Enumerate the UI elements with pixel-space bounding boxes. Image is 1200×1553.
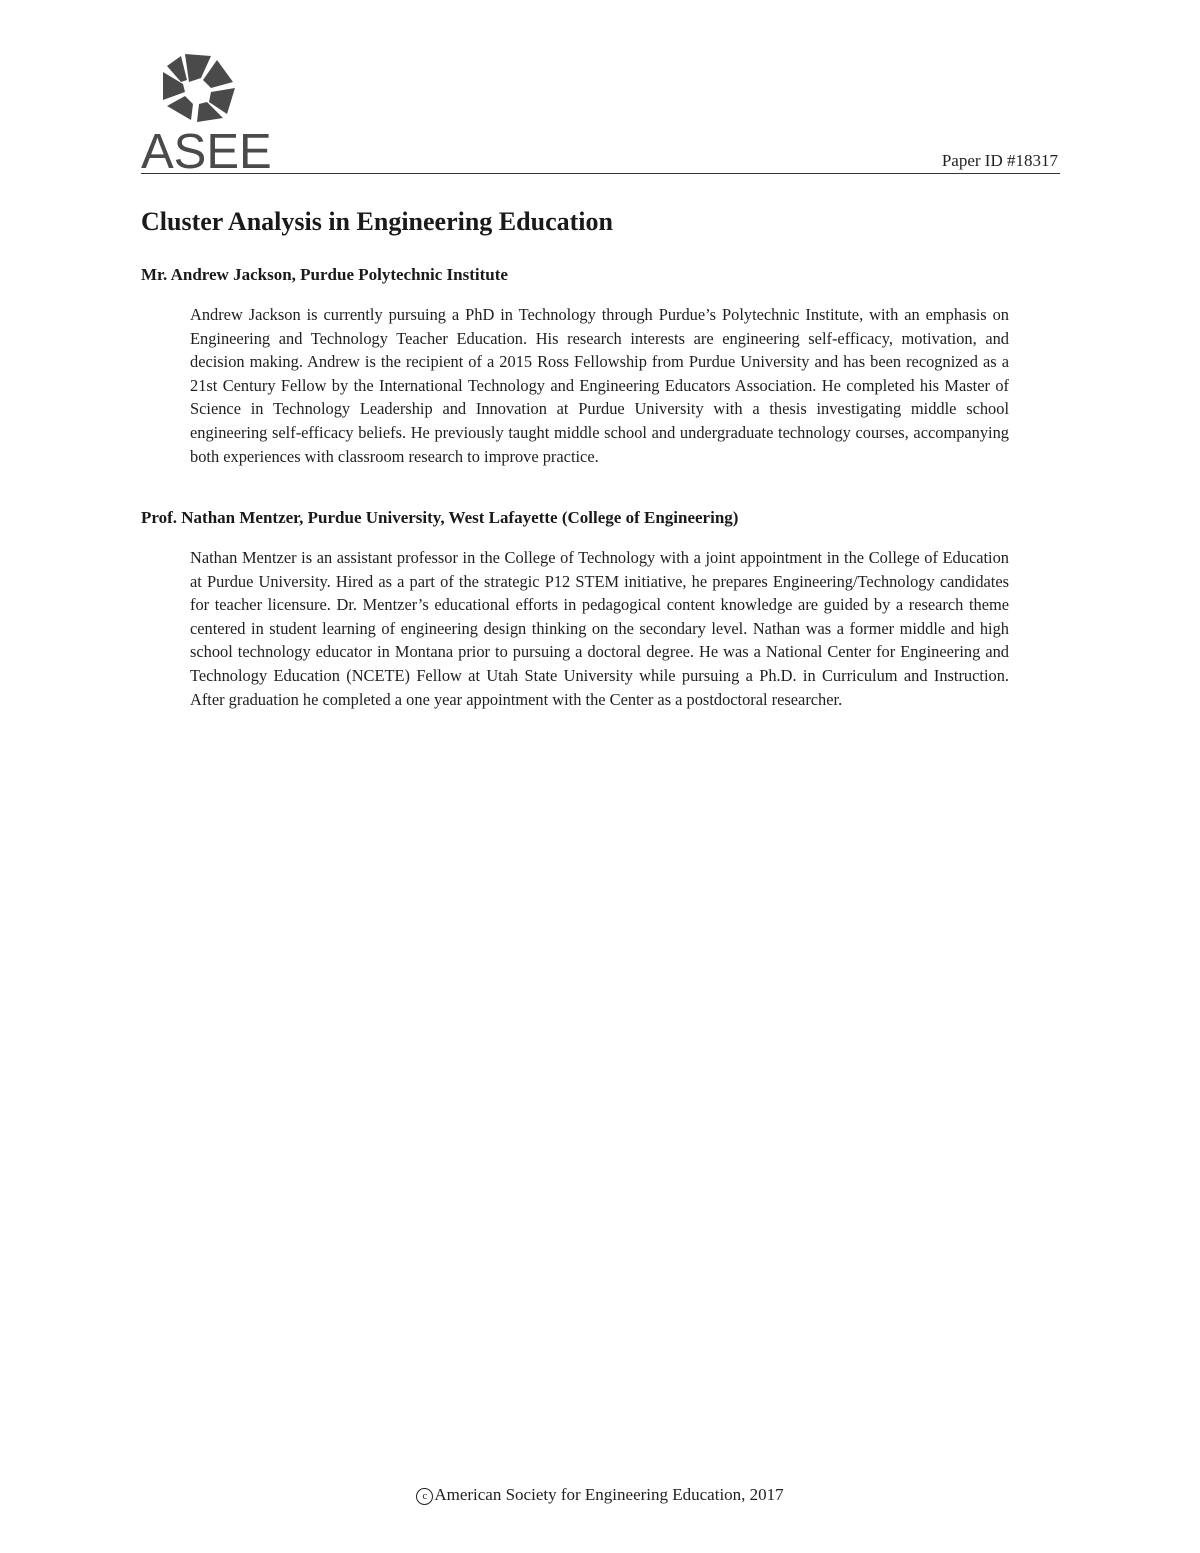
author-name: Mr. Andrew Jackson, Purdue Polytechnic Institute [141, 265, 508, 284]
paper-id: Paper ID #18317 [941, 151, 1058, 170]
logo-text: ASEE [141, 125, 272, 179]
author-bio: Andrew Jackson is currently pursuing a PhD in Technology through Purdue’s Polytechnic Institute, with an emphasis on Engineering and Technology Teacher Education. His research interests are engineering self-efficacy, motivation, and decision making. Andrew is the recipient of a 2015 Ross Fellowship from Purdue University and has been recognized as a 21st Century Fellow by the International Technology and Engineering Educators Association. He completed his Master of Science in Technology Leadership and Innovation at Purdue University with a thesis investigating middle school engineering self-efficacy beliefs. He previously taught middle school and undergraduate technology courses, accompanying both experiences with classroom research to improve practice. [190, 305, 1009, 466]
author-name: Prof. Nathan Mentzer, Purdue University, West Lafayette (College of Engineering) [141, 508, 739, 527]
asee-logo-icon [141, 52, 272, 179]
page-footer [0, 1485, 1200, 1505]
author-bio: Nathan Mentzer is an assistant professor in the College of Technology with a joint appointment in the College of Education at Purdue University. Hired as a part of the strategic P12 STEM initiative, he prepares Engineering/Technology candidates for teacher licensure. Dr. Mentzer’s educational efforts in pedagogical content knowledge are guided by a research theme centered in student learning of engineering design thinking on the secondary level. Nathan was a former middle and high school technology educator in Montana prior to pursuing a doctoral degree. He was a National Center for Engineering and Technology Education (NCETE) Fellow at Utah State University while pursuing a Ph.D. in Curriculum and Instruction. After graduation he completed a one year appointment with the Center as a postdoctoral researcher. [190, 548, 1009, 709]
header-divider [141, 173, 1060, 174]
page-header [141, 52, 1060, 179]
footer-text: American Society for Engineering Education, 2017 [434, 1485, 784, 1504]
paper-title: Cluster Analysis in Engineering Education [141, 207, 613, 236]
copyright-icon: c [416, 1488, 433, 1505]
